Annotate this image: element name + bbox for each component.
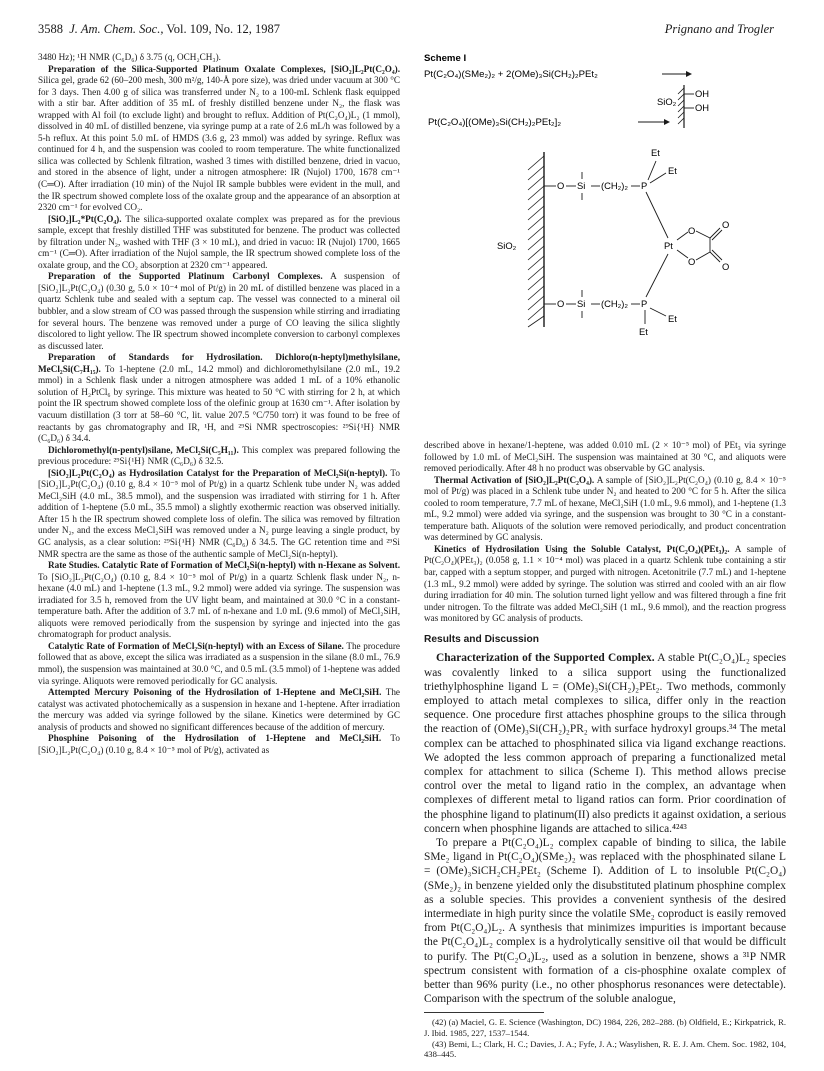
ethylene-chain: (CH₂)₂ [601, 298, 629, 309]
running-header-authors: Prignano and Trogler [664, 22, 774, 36]
paragraph-body: The catalyst was activated photochemically as a suspension in hexane and 1-heptene. After irradiation the mercury was added via syringe followed by the silane. Kinetics were determined by GC analysis of products and showed no significant differences because of the addition of mercury. [38, 687, 401, 732]
run-in-heading: Dichloromethyl(n-pentyl)silane, MeCl₂Si(C₅H₁₁). [48, 444, 239, 455]
oxalate-oxygen: O [688, 256, 696, 267]
run-in-heading: Thermal Activation of [SiO₂]L₂Pt(C₂O₄). [434, 474, 595, 485]
reaction-arrow-head [664, 119, 670, 125]
right-column [424, 52, 786, 1060]
silica-surface-small [678, 85, 694, 128]
platinum-atom: Pt [664, 240, 673, 251]
paragraph [424, 651, 786, 836]
paragraph-body: This complex was prepared following the previous procedure: ²⁹Si{¹H} NMR (C₆D₆) δ 32.5. [38, 444, 400, 467]
paragraph-body: Silica gel, grade 62 (60–200 mesh, 300 m²/g, 140-Å pore size), was dried under vacuum at 300 °C for 3 days. Then 4.00 g of silica was transferred under N₂ to a 100-mL Schlenk flask equipped with a stir bar. After addition of 35 mL of freshly distilled benzene under N₂, the flask was wrapped with Al foil (to exclude light) and brought to reflux. Addition of Pt(C₂O₄)L₂ (1 mmol), dissolved in 40 mL of distilled benzene, via syringe pump at a rate of 2.6 mL/h was followed by a 5-h reflux. At this point 5.0 mL of HMDS (3.6 g, 23 mmol) was added by syringe. Reflux was continued for 4 h, and the suspension was cooled to room temperature. The white functionalized silica was collected by Schlenk filtration, washed 3 times with distilled benzene, dried in vacuo, and stored in the absence of light, under a nitrogen atmosphere: IR (Nujol) 1700, 1678 cm⁻¹ (C═O). After irradiation (10 min) of the Nujol IR sample bubbles were evident in the mull, and the IR spectrum showed complete loss of the oxalate group and the appearance of an absorption at 2320 cm⁻¹ for evolved CO₂. [38, 75, 400, 213]
paragraph: To prepare a Pt(C₂O₄)L₂ complex capable of binding to silica, the labile SMe₂ ligand in Pt(C₂O₄)(SMe₂)₂ was replaced with the phosphinated silane L = (OMe)₃SiCH₂CH₂PEt₂ (Scheme I). Addition of L to insoluble Pt(C₂O₄)(SMe₂)₂ in benzene yielded only the disubstituted platinum phosphine complex as a soluble species. This provides a convenient synthesis of the desired intermediate in high purity since the volatile SMe₂ coproduct is easily removed from Pt(C₂O₄)L₂. A synthesis that minimizes impurities is important because the Pt(C₂O₄)L₂ complex is a hydrolytically sensitive oil that would be difficult to purify. The Pt(C₂O₄)L₂, used as a solution in benzene, shows a ³¹P NMR spectrum consistent with formation of a cis-phosphine oxalate complex of better than 96% purity (i.e., no other phosphorus resonances were detectable). Comparison with the spectrum of the soluble analogue, [424, 836, 786, 1006]
paragraph: 3480 Hz); ¹H NMR (C₆D₆) δ 3.75 (q, OCH₂CH₃). [38, 52, 221, 62]
paragraph-body: To [SiO₂]L₂Pt(C₂O₄) (0.10 g, 8.4 × 10⁻⁵ mol of Pt/g) in a quartz Schlenk tube under N₂ was added MeCl₂SiH (4.0 mL, 38.5 mmol), and the suspension was irradiated with stirring for 1 h. After addition of 1-heptene (5.0 mL, 35.5 mmol) a slightly exothermic reaction was observed initially. After 15 h the IR spectrum showed complete loss of olefin. The silica was removed by filtration under N₂, and the excess MeCl₂SiH was removed under a N₂ purge leaving a single product, by GC analysis, as a clear solution: ²⁹Si{¹H} NMR (C₆D₆) δ 34.5. The GC retention time and ²⁹Si NMR spectra are the same as those of the authentic sample of MeCl₂Si(n-heptyl). [38, 467, 400, 559]
oxalate-oxygen: O [722, 219, 730, 230]
silica-label: SiO₂ [497, 240, 517, 251]
run-in-heading: Characterization of the Supported Complex. [436, 652, 655, 665]
paragraph-body: A sample of [SiO₂]L₂Pt(C₂O₄) (0.10 g, 8.4 × 10⁻⁵ mol of Pt/g) was placed in a Schlenk tube under N₂ and heated to 200 °C for 5 h. After the silica cooled to room temperature, 7.7 mL of hexane, MeCl₂SiH (1.0 mL, 9.6 mmol), and 1-heptene (1.3 mL, 9.2 mmol) were added via syringe, and the suspension was brought to 30 °C in a constant-temperature bath. Aliquots of the solution were removed periodically, and product concentration was determined by GC analysis. [424, 474, 787, 543]
reaction-arrow-head [686, 71, 692, 77]
hydroxyl-label: OH [695, 102, 710, 113]
paragraph [424, 544, 786, 625]
run-in-heading: Phosphine Poisoning of the Hydrosilation of 1-Heptene and MeCl₂SiH. [48, 733, 382, 744]
paragraph-body: A suspension of [SiO₂]L₂Pt(C₂O₄) (0.30 g, 5.0 × 10⁻⁴ mol of Pt/g) in 20 mL of distilled benzene was placed in a quartz Schlenk tube and sealed with a septum cap. The vessel was connected to a mineral oil bubbler, and a slow stream of CO was passed through the suspension while stirring and irradiating for several hours. The benzene was removed under a purge of CO leaving the silica slightly discolored to light yellow. The IR spectrum showed incomplete conversion to carbonyl complexes as discussed later. [38, 271, 400, 351]
run-in-heading: Attempted Mercury Poisoning of the Hydrosilation of 1-Heptene and MeCl₂SiH. [48, 687, 382, 698]
run-in-heading: Catalytic Rate of Formation of MeCl₂Si(n-heptyl) with an Excess of Silane. [48, 640, 344, 651]
scheme-figure [424, 52, 786, 440]
silicon-atom: Si [577, 298, 586, 309]
paragraph [38, 64, 400, 214]
hydroxyl-label: OH [695, 88, 710, 99]
oxygen-atom: O [557, 298, 565, 309]
phosphorus-atom: P [641, 298, 648, 309]
silicon-atom: Si [577, 180, 586, 191]
scheme-drawing [424, 52, 786, 440]
run-in-heading: [SiO₂]L₂Pt(C₂O₄) as Hydrosilation Catalyst for the Preparation of MeCl₂Si(n-heptyl). [48, 467, 388, 478]
phosphorus-atom: P [641, 180, 648, 191]
ethyl-group: Et [668, 313, 677, 324]
paragraph-body: To 1-heptene (2.0 mL, 14.2 mmol) and dichloromethylsilane (2.0 mL, 19.2 mmol) in a Schlenk flask under a nitrogen atmosphere was added 1 mL of a 10% ethanolic solution of H₂PtCl₆ by syringe. This mixture was heated to 50 °C with stirring for 2 h, at which point the IR spectrum showed complete loss of the olefinic group at 1630 cm⁻¹. After isolation by vacuum distillation (3 torr at 58–60 °C, lit. value 207.5 °C/750 torr) it was found to be free of reactants by gas chromatography and IR, ¹H, and ²⁹Si NMR spectroscopies: ²⁹Si{¹H} NMR (C₆D₆) δ 34.4. [38, 363, 400, 444]
run-in-heading: Preparation of the Supported Platinum Carbonyl Complexes. [48, 271, 323, 282]
section-title: Results and Discussion [424, 633, 539, 645]
paragraph [38, 271, 400, 352]
footnotes [424, 1017, 786, 1059]
paragraph [38, 687, 400, 733]
oxalate-oxygen: O [722, 261, 730, 272]
paragraph [38, 445, 400, 468]
reaction-reactants: Pt(C₂O₄)(SMe₂)₂ + 2(OMe)₃Si(CH₂)₂PEt₂ [424, 69, 598, 80]
paragraph-body: A stable Pt(C₂O₄)L₂ species was covalently linked to a silica support using the functionalized triethylphosphine ligand L = (OMe)₃Si(CH₂)₂PEt₂. Two methods, commonly employed to attach metal complexes to silica, differ only in the reaction sequence. One procedure first attaches phosphine groups to the silica through the reaction of (OMe)₃Si(CH₂)₂PR₂ with surface hydroxyl groups.³⁴ The metal complex can be attached to phosphinated silica via ligand exchange reactions. We adopted the less common approach of preparing a functionalized metal complex for attachment to silica (Scheme I). This method allows precise control over the metal to ligand ratio in the complex, an advantage when complexes of different metal to ligand ratios can form. Prior coordination of the phosphine ligand to platinum(II) also predicts it against oxidation, a serious concern when phosphine ligands are attached to silica.⁴²⁴³ [424, 652, 786, 835]
scheme-title: Scheme I [424, 53, 467, 64]
run-in-heading: Rate Studies. Catalytic Rate of Formation of MeCl₂Si(n-heptyl) with n-Hexane as Solvent. [48, 560, 400, 571]
oxygen-atom: O [557, 180, 565, 191]
run-in-heading: Preparation of the Silica-Supported Platinum Oxalate Complexes, [SiO₂]L₂Pt(C₂O₄). [48, 63, 400, 74]
paragraph-body: To [SiO₂]L₂Pt(C₂O₄) (0.10 g, 8.4 × 10⁻⁵ mol of Pt/g) in a quartz Schlenk flask under N₂, n-hexane (4.0 mL) and 1-heptene (1.3 mL, 9.2 mmol) were added via syringe. The suspension was irradiated for 3.5 h, removed from the UV light beam, and maintained at 30.0 °C in a constant-temperature bath. After the addition of 3.7 mL of n-hexane and 1.0 mL (9.6 mmol) of MeCl₂SiH, aliquots were removed periodically from the suspension by syringe and injected into the gas chromatograph for product analysis. [38, 571, 400, 640]
running-header-left [38, 22, 280, 37]
silica-label: SiO₂ [657, 96, 677, 107]
silica-surface-large [528, 152, 544, 327]
paragraph [38, 352, 400, 444]
footnote: (42) (a) Maciel, G. E. Science (Washington, DC) 1984, 226, 282–288. (b) Oldfield, E.; Kirkpatrick, R. J. Ibid. 1985, 227, 1537–1544. [424, 1017, 786, 1038]
run-in-heading: Preparation of Standards for Hydrosilation. Dichloro(n-heptyl)methylsilane, MeCl₂Si(C₇H₁₅). [38, 352, 400, 374]
journal-name: J. Am. Chem. Soc., [69, 22, 164, 36]
run-in-heading: Kinetics of Hydrosilation Using the Soluble Catalyst, Pt(C₂O₄)(PEt₃)₂. [434, 543, 730, 554]
paragraph-body: The procedure followed that as above, except the silica was irradiated as a suspension in the silane (8.0 mL, 76.9 mmol), the suspension was maintained at 30.0 °C, and 0.5 mL (3.5 mmol) of 1-heptene was added via syringe. Aliquots were removed periodically for GC analysis. [38, 640, 400, 686]
paragraph-body: A sample of Pt(C₂O₄)(PEt₃)₂ (0.058 g, 1.1 × 10⁻⁴ mol) was placed in a quartz Schlenk tube containing a stir bar, capped with a septum stopper, and purged with nitrogen. Acetonitrile (7.7 mL) and 1-heptene (1.3 mL, 9.2 mmol) were added by syringe. The solution was stirred and cooled with an air flow during irradiation for 40 min. The solution turned light yellow and was filtered through a fine frit under nitrogen. To the filtrate was added MeCl₂SiH (1 mL, 9.6 mmol), and the reaction progress was monitored by GC analysis of products. [424, 543, 787, 624]
ethylene-chain: (CH₂)₂ [601, 180, 629, 191]
oxalate-oxygen: O [688, 225, 696, 236]
paragraph [38, 214, 400, 272]
footnote-rule [424, 1012, 544, 1013]
ethyl-group: Et [668, 165, 677, 176]
paragraph [38, 641, 400, 687]
ethyl-group: Et [639, 326, 648, 337]
paragraph [38, 733, 400, 756]
footnote: (43) Bemi, L.; Clark, H. C.; Davies, J. A.; Fyfe, J. A.; Wasylishen, R. E. J. Am. Chem. Soc. 1982, 104, 438–445. [424, 1038, 786, 1060]
page-number: 3588 [38, 22, 63, 36]
intermediate-complex: Pt(C₂O₄)[(OMe)₃Si(CH₂)₂PEt₂]₂ [428, 117, 562, 128]
paragraph-body: To [SiO₂]L₂Pt(C₂O₄) (0.10 g, 8.4 × 10⁻⁵ mol of Pt/g), activated as [38, 733, 400, 755]
paragraph [38, 468, 400, 560]
paragraph-body: The silica-supported oxalate complex was prepared as for the previous sample, except that freshly distilled THF was substituted for benzene. The product was collected by filtration under N₂, washed with THF (3 × 10 mL), and dried in vacuo: IR (Nujol) 1700, 1665 cm⁻¹ (C═O). After irradiation of the Nujol sample, the IR spectrum showed complete loss of the oxalate group, and the CO₂ absorption at 2320 cm⁻¹ appeared. [38, 213, 400, 270]
volume-info: Vol. 109, No. 12, 1987 [166, 22, 281, 36]
results-discussion [424, 651, 786, 1006]
run-in-heading: [SiO₂]L₂*Pt(C₂O₄). [48, 213, 122, 224]
left-column [38, 52, 400, 756]
paragraph [38, 560, 400, 641]
paragraph: described above in hexane/1-heptene, was added 0.010 mL (2 × 10⁻⁵ mol) of PEt₃ via syringe followed by 1.0 mL of MeCl₂SiH. The suspension was maintained at 30 °C, and aliquots were removed periodically. After 48 h no product was observable by GC analysis. [424, 440, 786, 474]
ethyl-group: Et [651, 147, 660, 158]
paragraph [424, 475, 786, 544]
